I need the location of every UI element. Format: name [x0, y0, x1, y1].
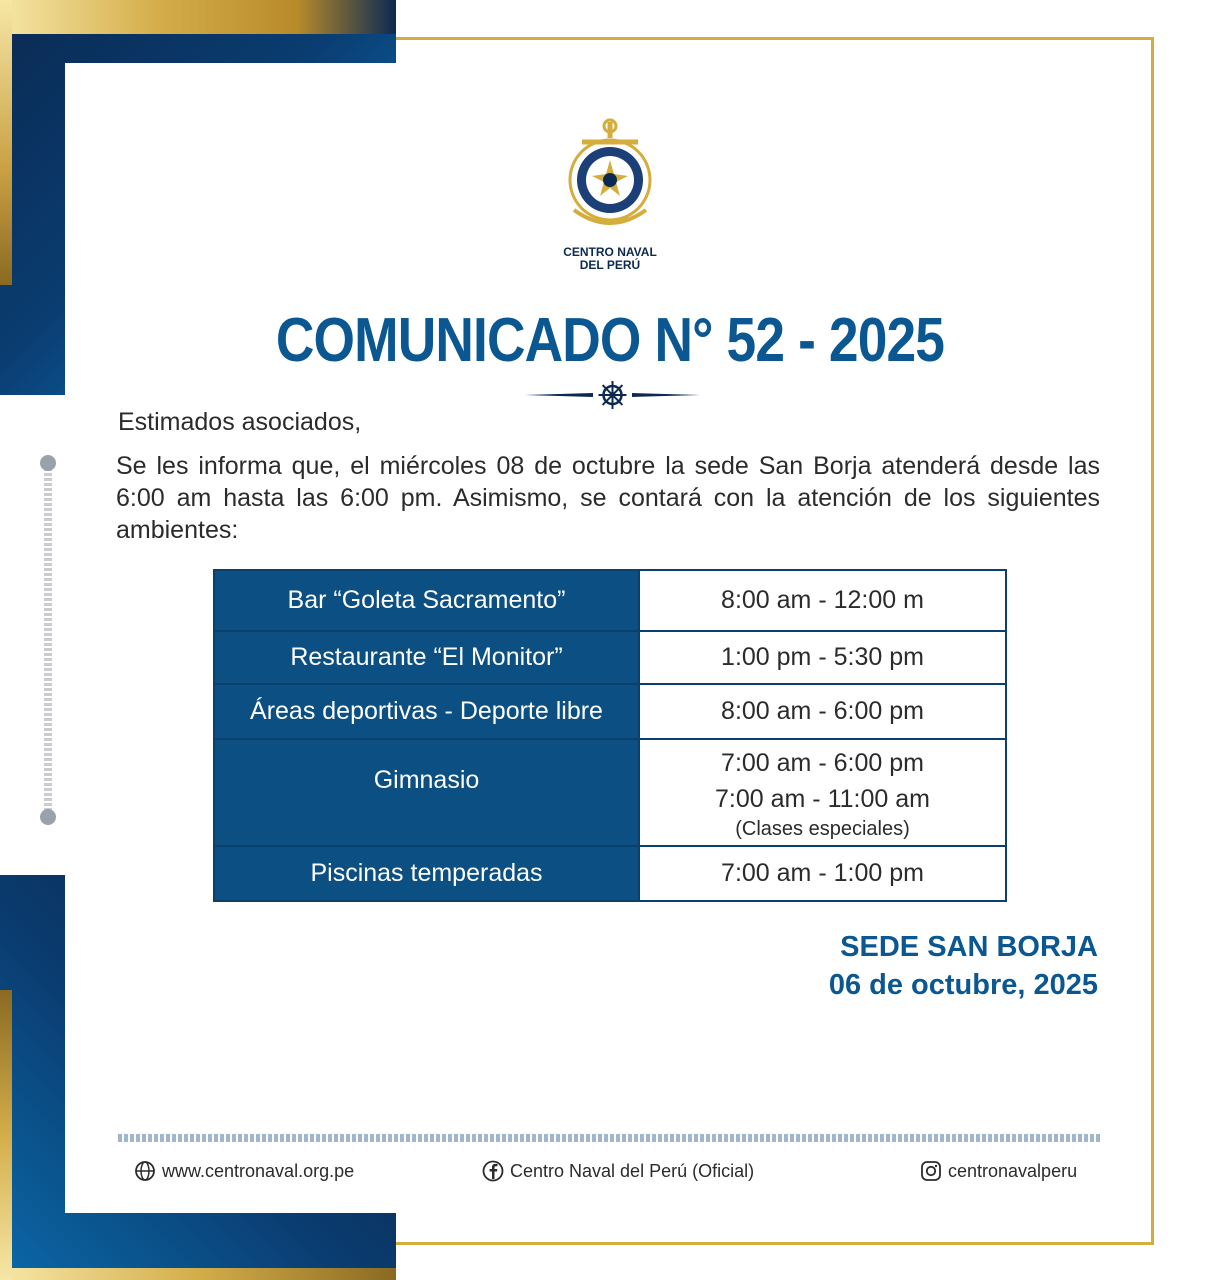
hours-note: (Clases especiales)	[735, 817, 910, 840]
instagram-icon	[920, 1160, 942, 1182]
footer-website-link[interactable]	[134, 1160, 354, 1182]
logo-caption-line1: CENTRO NAVAL	[563, 245, 657, 259]
hours-cell	[639, 739, 1006, 846]
gold-stripe-top	[0, 0, 396, 34]
greeting: Estimados asociados,	[118, 408, 362, 436]
anchor-seal-icon	[560, 118, 660, 230]
gold-stripe-left-bottom	[0, 990, 12, 1280]
footer-facebook-link[interactable]	[482, 1160, 754, 1182]
table-row	[214, 846, 1006, 901]
hours-line: 7:00 am - 6:00 pm	[721, 748, 924, 777]
hours-cell: 1:00 pm - 5:30 pm	[639, 631, 1006, 684]
table-row	[214, 739, 1006, 846]
table-row	[214, 570, 1006, 631]
sede-name: SEDE SAN BORJA	[840, 931, 1098, 963]
signature-block	[829, 928, 1098, 1004]
area-cell: Áreas deportivas - Deporte libre	[214, 684, 639, 739]
area-cell: Restaurante “El Monitor”	[214, 631, 639, 684]
hours-cell: 7:00 am - 1:00 pm	[639, 846, 1006, 901]
instagram-text: centronavalperu	[948, 1160, 1078, 1181]
area-cell: Bar “Goleta Sacramento”	[214, 570, 639, 631]
rope-decoration	[38, 455, 58, 825]
announcement-date: 06 de octubre, 2025	[828, 969, 1098, 1001]
footer-instagram-link[interactable]	[920, 1160, 1077, 1182]
page-title: COMUNICADO N° 52 - 2025	[275, 306, 945, 375]
hours-cell: 8:00 am - 6:00 pm	[639, 684, 1006, 739]
gold-stripe-bottom	[0, 1268, 396, 1280]
gold-stripe-left-top	[0, 0, 12, 285]
table-row	[214, 631, 1006, 684]
area-cell: Gimnasio	[214, 739, 639, 846]
announcement-body: Se les informa que, el miércoles 08 de octubre la sede San Borja atenderá desde las 6:00 am hasta las 6:00 pm. Asimismo, se contará con la atención de los siguientes ambientes:	[116, 452, 1100, 544]
area-cell: Piscinas temperadas	[214, 846, 639, 901]
ship-wheel-icon	[525, 380, 700, 410]
table-row	[214, 684, 1006, 739]
hours-line: 7:00 am - 11:00 am	[715, 784, 930, 813]
rope-divider	[118, 1133, 1100, 1143]
hours-cell: 8:00 am - 12:00 m	[639, 570, 1006, 631]
logo-caption	[530, 246, 690, 272]
facebook-icon	[482, 1160, 504, 1182]
website-text: www.centronaval.org.pe	[162, 1160, 355, 1181]
schedule-table	[213, 569, 1007, 902]
facebook-text: Centro Naval del Perú (Oficial)	[510, 1160, 755, 1181]
globe-icon	[134, 1160, 156, 1182]
logo-caption-line2: DEL PERÚ	[579, 258, 641, 272]
